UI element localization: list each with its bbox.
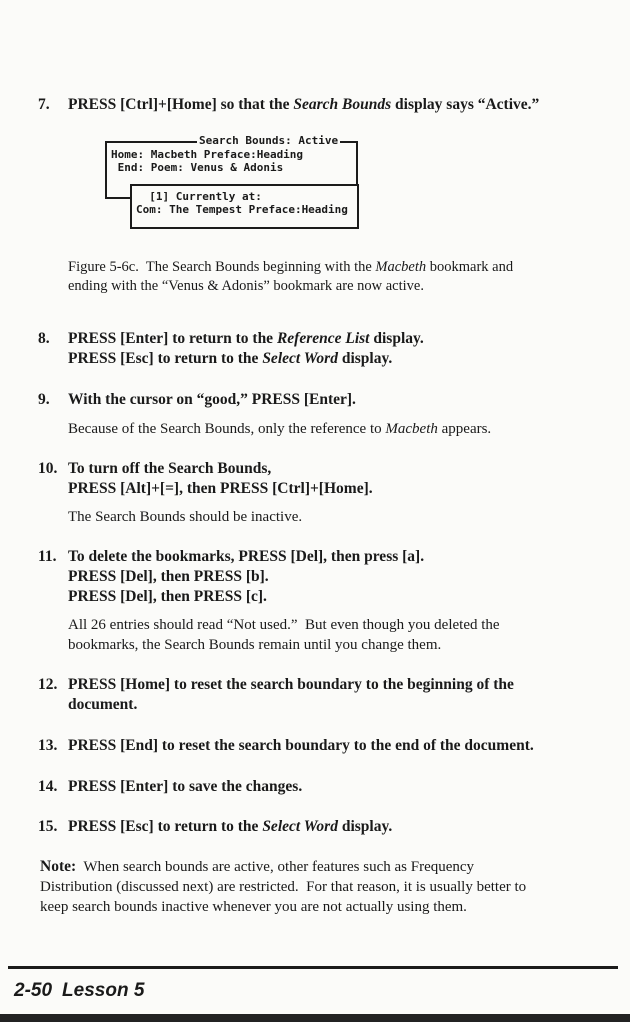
step-text <box>68 777 602 797</box>
text-line: PRESS [End] to reset the search boundary to the end of the document. <box>68 737 534 754</box>
text-line: PRESS [Alt]+[=], then PRESS [Ctrl]+[Home]. <box>68 480 373 497</box>
text-line: Because of the Search Bounds, only the reference to Macbeth appears. <box>68 421 492 437</box>
step-number: 8. <box>38 330 50 347</box>
text-line: PRESS [Del], then PRESS [b]. <box>68 568 269 585</box>
step-number: 15. <box>38 818 58 835</box>
step-text <box>68 547 602 607</box>
panel-body <box>132 186 357 216</box>
step-number: 9. <box>38 391 50 408</box>
step-number: 12. <box>38 676 58 693</box>
step-13 <box>38 736 602 756</box>
text-line: The Search Bounds should be inactive. <box>68 509 303 525</box>
step-12 <box>38 675 602 715</box>
step-number: 14. <box>38 778 58 795</box>
step-9-explanation <box>68 419 602 439</box>
terminal-line: End: Poem: Venus & Adonis <box>111 161 284 174</box>
text-line: With the cursor on “good,” PRESS [Enter]. <box>68 391 356 408</box>
text-line: Distribution (discussed next) are restricted. For that reason, it is usually better to <box>40 879 527 895</box>
search-bounds-figure <box>105 133 375 238</box>
lesson-label: Lesson 5 <box>62 980 145 1001</box>
text-line: Figure 5-6c. The Search Bounds beginning with the Macbeth bookmark and <box>68 259 514 275</box>
text-line: PRESS [Del], then PRESS [c]. <box>68 588 267 605</box>
text-line: PRESS [Enter] to save the changes. <box>68 778 303 795</box>
step-10-explanation <box>68 507 602 527</box>
figure-caption <box>68 258 590 296</box>
text-line: ending with the “Venus & Adonis” bookmark are now active. <box>68 278 424 294</box>
step-15 <box>38 817 602 837</box>
note-paragraph <box>40 857 600 917</box>
page-footer <box>14 980 144 1002</box>
scan-edge-bar <box>0 1014 630 1022</box>
footer-rule <box>8 966 618 969</box>
step-text <box>68 817 602 837</box>
text-line: keep search bounds inactive whenever you are not actually using them. <box>40 899 467 915</box>
text-line: document. <box>68 696 138 713</box>
step-text <box>68 675 602 715</box>
terminal-line: [1] Currently at: <box>136 190 262 203</box>
step-text <box>68 329 602 369</box>
step-text <box>68 459 602 499</box>
step-text <box>68 736 602 756</box>
text-line: PRESS [Home] to reset the search boundary to the beginning of the <box>68 676 514 693</box>
step-number: 11. <box>38 548 57 565</box>
text-line: bookmarks, the Search Bounds remain until you change them. <box>68 637 442 653</box>
step-number: 13. <box>38 737 58 754</box>
step-11-explanation <box>68 615 602 655</box>
text-line: All 26 entries should read “Not used.” But even though you deleted the <box>68 617 500 633</box>
step-text <box>68 390 602 410</box>
currently-at-panel <box>130 184 359 229</box>
page-number: 2-50 <box>14 980 53 1001</box>
text-line: PRESS [Esc] to return to the Select Word display. <box>68 818 393 835</box>
text-line: Note: When search bounds are active, other features such as Frequency <box>40 858 475 875</box>
step-text <box>68 95 602 115</box>
text-line: To delete the bookmarks, PRESS [Del], then press [a]. <box>68 548 425 565</box>
step-8 <box>38 329 602 369</box>
step-9 <box>38 390 602 410</box>
text-line: PRESS [Enter] to return to the Reference List display. <box>68 330 424 347</box>
panel-title: Search Bounds: Active <box>199 134 339 147</box>
text-line: PRESS [Esc] to return to the Select Word display. <box>68 350 393 367</box>
terminal-line: Com: The Tempest Preface:Heading <box>136 203 348 216</box>
step-number: 10. <box>38 460 58 477</box>
terminal-line: Home: Macbeth Preface:Heading <box>111 148 304 161</box>
text-line: PRESS [Ctrl]+[Home] so that the Search Bounds display says “Active.” <box>68 96 540 113</box>
text-line: To turn off the Search Bounds, <box>68 460 272 477</box>
step-number: 7. <box>38 96 50 113</box>
step-14 <box>38 777 602 797</box>
step-7 <box>38 95 602 115</box>
step-10 <box>38 459 602 499</box>
step-11 <box>38 547 602 607</box>
